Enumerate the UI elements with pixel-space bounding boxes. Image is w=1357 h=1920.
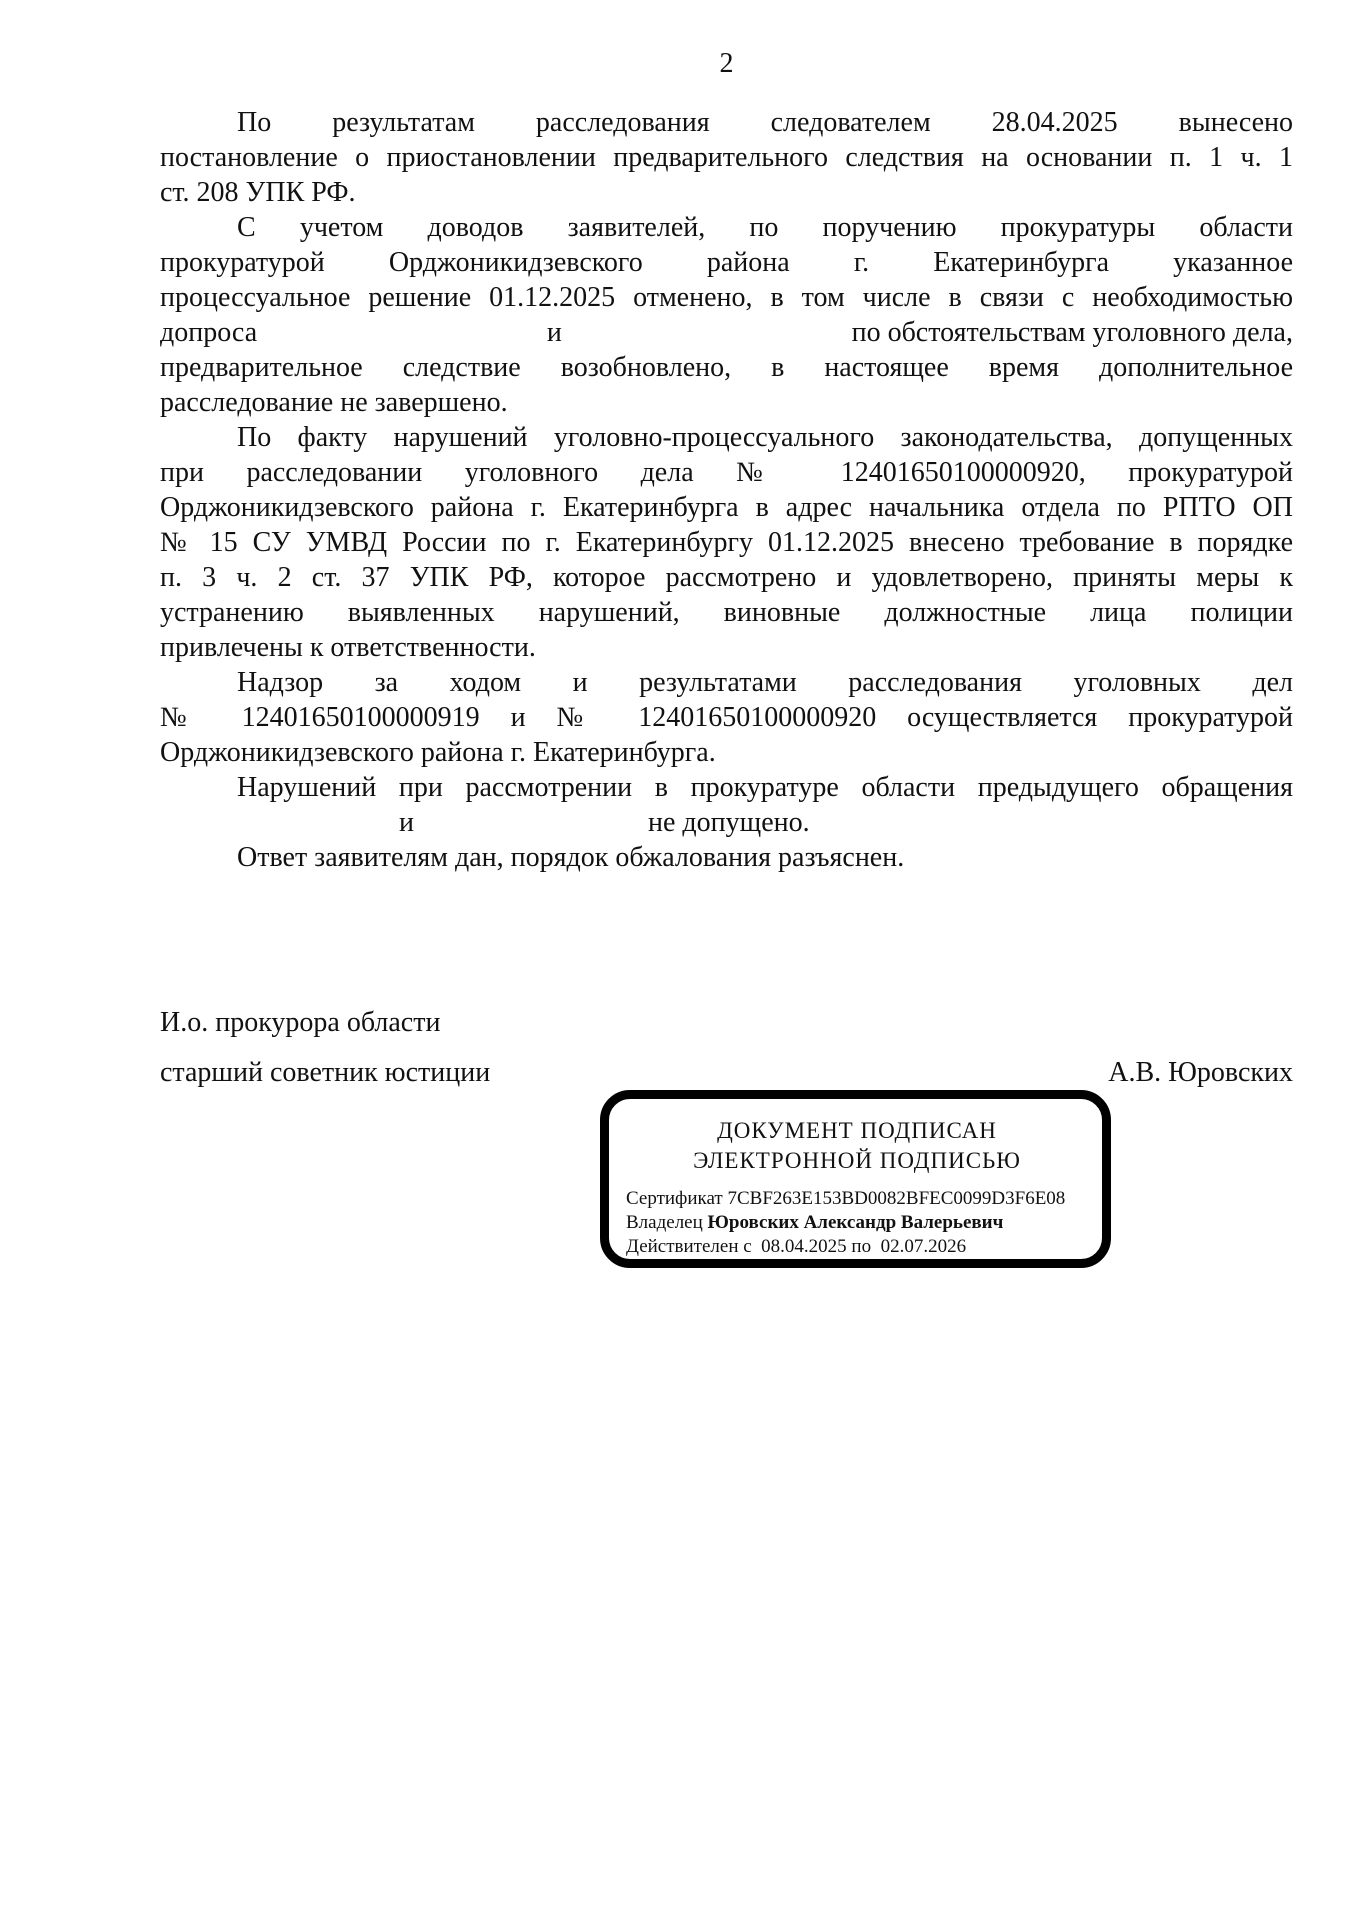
paragraph (160, 210, 1293, 420)
text-line: По результатам расследования следователем 28.04.2025 вынесено (237, 107, 1293, 138)
text-line: По факту нарушений уголовно-процессуального законодательства, допущенных (237, 422, 1293, 453)
text-line: Ответ заявителям дан, порядок обжалования разъяснен. (237, 842, 905, 873)
owner-name: Юровских Александр Валерьевич (707, 1212, 1004, 1233)
text-line: № 12401650100000919 и № 12401650100000920 осуществляется прокуратурой (160, 702, 1293, 733)
text-line: Орджоникидзевского района г. Екатеринбурга. (160, 737, 716, 768)
text-line: Нарушений при рассмотрении в прокуратуре области предыдущего обращения (237, 772, 1293, 803)
text-line: № 15 СУ УМВД России по г. Екатеринбургу 01.12.2025 внесено требование в порядке (160, 527, 1293, 558)
signer-position-line1: И.о. прокурора области (160, 1007, 441, 1038)
paragraph (160, 420, 1293, 665)
text-line: С учетом доводов заявителей, по поручению прокуратуры области (237, 212, 1293, 243)
stamp-details (626, 1187, 1088, 1259)
text-line: п. 3 ч. 2 ст. 37 УПК РФ, которое рассмотрено и удовлетворено, приняты меры к (160, 562, 1293, 593)
paragraph (160, 770, 1293, 840)
document-body (160, 105, 1293, 875)
paragraph (160, 665, 1293, 770)
stamp-title-line2: ЭЛЕКТРОННОЙ ПОДПИСЬЮ (693, 1148, 1021, 1173)
page-number: 2 (719, 48, 734, 79)
paragraph (160, 105, 1293, 210)
signer-position-line2: старший советник юстиции (160, 1057, 491, 1088)
owner-label: Владелец (626, 1212, 703, 1233)
text-line: ст. 208 УПК РФ. (160, 177, 356, 208)
text-segment: и (546, 317, 562, 348)
stamp-title-line1: ДОКУМЕНТ ПОДПИСАН (717, 1118, 997, 1143)
text-segment: не допущено. (647, 807, 810, 838)
signer-name: А.В. Юровских (1108, 1057, 1293, 1088)
stamp-title (626, 1116, 1088, 1176)
text-line: процессуальное решение 01.12.2025 отменено, в том числе в связи с необходимостью (160, 282, 1293, 313)
stamp-certificate-line (626, 1187, 1088, 1211)
stamp-validity-line: Действителен с 08.04.2025 по 02.07.2026 (626, 1236, 967, 1257)
text-line: постановление о приостановлении предварительного следствия на основании п. 1 ч. 1 (160, 142, 1293, 173)
paragraph (160, 840, 1293, 875)
text-line: устранению выявленных нарушений, виновные должностные лица полиции (160, 597, 1293, 628)
text-line: Надзор за ходом и результатами расследования уголовных дел (237, 667, 1293, 698)
text-line (160, 315, 1293, 350)
signature-block (160, 1005, 1293, 1090)
text-segment: и (399, 807, 414, 838)
electronic-signature-stamp (600, 1090, 1111, 1268)
certificate-label: Сертификат (626, 1188, 723, 1209)
text-line: при расследовании уголовного дела № 12401650100000920, прокуратурой (160, 457, 1293, 488)
text-line: прокуратурой Орджоникидзевского района г. Екатеринбурга указанное (160, 247, 1293, 278)
text-line: расследование не завершено. (160, 387, 508, 418)
text-line: привлечены к ответственности. (160, 632, 536, 663)
signature-row (160, 1055, 1293, 1090)
text-line (160, 805, 1293, 840)
text-segment: по обстоятельствам уголовного дела, (851, 317, 1293, 348)
certificate-value: 7CBF263E153BD0082BFEC0099D3F6E08 (727, 1188, 1066, 1209)
stamp-owner-line (626, 1211, 1088, 1235)
redaction-gap (160, 830, 399, 831)
redaction-gap (414, 830, 648, 831)
text-line: предварительное следствие возобновлено, в настоящее время дополнительное (160, 352, 1293, 383)
text-segment: допроса (160, 317, 258, 348)
document-content (0, 46, 1357, 1268)
text-line: Орджоникидзевского района г. Екатеринбурга в адрес начальника отдела по РПТО ОП (160, 492, 1293, 523)
